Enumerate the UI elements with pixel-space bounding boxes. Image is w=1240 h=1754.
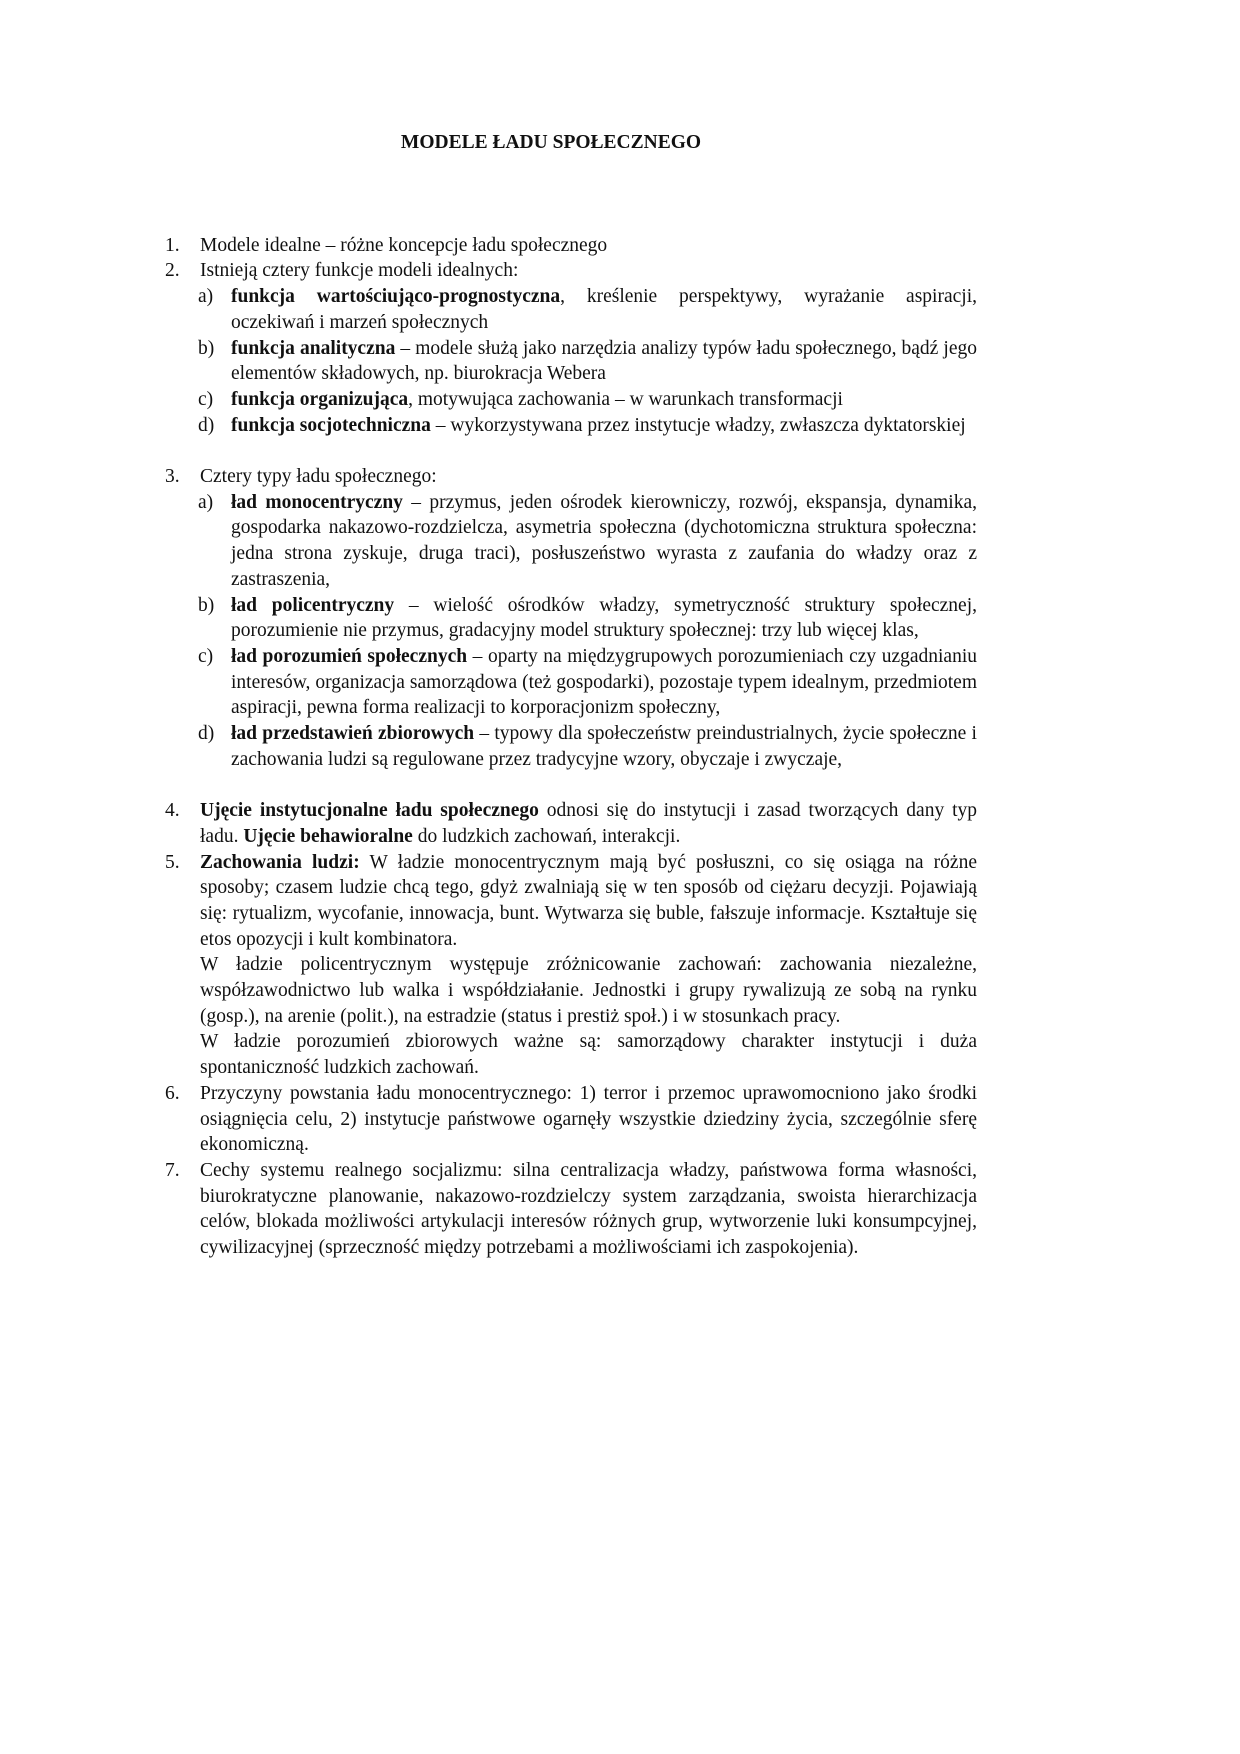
sub-text: – oparty na międzygrupowych porozumieniach czy uzgadnianiu interesów, organizacja samorządowa (też gospodarki), pozostaje typem idealnym, przedmiotem aspiracji, pewna forma realizacji to korporacjonizm społeczny, (231, 645, 978, 719)
sub-item (165, 336, 977, 387)
item-number: 6. (165, 1082, 180, 1104)
document-page (165, 130, 977, 1261)
sub-term: ład policentryczny (231, 594, 395, 616)
sub-item (165, 490, 977, 593)
sub-text: – wykorzystywana przez instytucje władzy, zwłaszcza dyktatorskiej (430, 414, 966, 436)
item-text: W ładzie monocentrycznym mają być posłuszni, co się osiąga na różne sposoby; czasem ludzie chcą tego, gdyż zwalniają się w ten sposób od ciężaru decyzji. Pojawiają się: rytualizm, wycofanie, innowacja, bunt. Wytwarza się buble, fałszuje informacje. Kształtuje się etos opozycji i kult kombinatora. (200, 851, 977, 950)
sub-letter: b) (198, 337, 215, 359)
sub-letter: a) (198, 286, 214, 308)
item-text: W ładzie policentrycznym występuje zróżnicowanie zachowań: zachowania niezależne, współzawodnictwo lub walka i współdziałanie. Jednostki i grupy rywalizują ze sobą na rynku (gosp.), na arenie (polit.), na estradzie (status i prestiż społ.) i w stosunkach pracy. (200, 954, 977, 1027)
sub-item (165, 644, 977, 721)
item-paragraph (165, 952, 977, 1029)
sub-term: funkcja analityczna (231, 337, 396, 359)
sub-letter: a) (198, 491, 214, 513)
item-text: Cztery typy ładu społecznego: (200, 466, 437, 488)
sub-letter: d) (198, 414, 215, 436)
sub-text: – modele służą jako narzędzia analizy typów ładu społecznego, bądź jego elementów składowych, np. biurokracja Webera (231, 337, 977, 385)
sub-letter: c) (198, 388, 214, 410)
sub-term: funkcja organizująca (231, 388, 409, 410)
sub-item (165, 413, 977, 439)
sub-term: ład monocentryczny (231, 491, 403, 513)
sub-text: , motywująca zachowania – w warunkach transformacji (408, 388, 843, 410)
sub-letter: d) (198, 723, 215, 745)
list-item-1 (165, 233, 977, 259)
item-text: Modele idealne – różne koncepcje ładu społecznego (200, 234, 608, 256)
list-item-5 (165, 850, 977, 953)
list-item-2 (165, 258, 977, 284)
item-text: Istnieją cztery funkcje modeli idealnych: (200, 260, 519, 282)
item-number: 2. (165, 260, 180, 282)
sub-term: ład porozumień społecznych (231, 645, 468, 667)
list-item-4 (165, 798, 977, 849)
item-text: Cechy systemu realnego socjalizmu: silna centralizacja władzy, państwowa forma własności, biurokratyczne planowanie, nakazowo-rozdzielczy system zarządzania, swoista hierarchizacja celów, blokada możliwości artykulacji interesów różnych grup, wytworzenie luki konsumpcyjnej, cywilizacyjnej (sprzeczność między potrzebami a możliwościami ich zaspokojenia). (200, 1159, 977, 1259)
blank-line (165, 438, 977, 464)
blank-line (165, 772, 977, 798)
sub-text: – wielość ośrodków władzy, symetryczność struktury społecznej, porozumienie nie przymus, gradacyjny model struktury społecznej: trzy lub więcej klas, (231, 594, 977, 642)
sub-item (165, 284, 977, 335)
document-title: MODELE ŁADU SPOŁECZNEGO (400, 132, 702, 153)
item-number: 1. (165, 234, 180, 256)
list-item-3 (165, 464, 977, 490)
sub-text: – typowy dla społeczeństw preindustrialnych, życie społeczne i zachowania ludzi są regulowane przez tradycyjne wzory, obyczaje i zwyczaje, (231, 723, 977, 770)
item-text: Przyczyny powstania ładu monocentrycznego: 1) terror i przemoc uprawomocniono jako środki osiągnięcia celu, 2) instytucje państwowe ogarnęły wszystkie dziedziny życia, szczególnie sferę ekonomiczną. (200, 1082, 977, 1156)
list-item-7 (165, 1158, 977, 1261)
item-number: 3. (165, 466, 180, 488)
item-text: W ładzie porozumień zbiorowych ważne są: samorządowy charakter instytucji i duża spontaniczność ludzkich zachowań. (200, 1031, 977, 1079)
item-term: Ujęcie behawioralne (243, 825, 413, 847)
sub-item (165, 387, 977, 413)
item-text: odnosi się do instytucji i zasad tworzących dany typ ładu. (200, 800, 977, 847)
sub-term: funkcja wartościująco-prognostyczna (231, 286, 561, 308)
sub-letter: b) (198, 594, 215, 616)
sub-item (165, 721, 977, 772)
item-term: Ujęcie instytucjonalne ładu społecznego (200, 800, 539, 822)
item-paragraph (165, 1029, 977, 1080)
item-text: do ludzkich zachowań, interakcji. (412, 825, 681, 847)
item-term: Zachowania ludzi: (200, 851, 360, 873)
sub-text: – przymus, jeden ośrodek kierowniczy, rozwój, ekspansja, dynamika, gospodarka nakazowo-rozdzielcza, asymetria społeczna (dychotomiczna struktura społeczna: jedna strona zyskuje, druga traci), posłuszeństwo wyrasta z zaufania do władzy oraz z zastraszenia, (231, 491, 977, 590)
sub-term: funkcja socjotechniczna (231, 414, 431, 436)
item-number: 7. (165, 1159, 180, 1181)
item-number: 5. (165, 851, 180, 873)
sub-item (165, 593, 977, 644)
sub-term: ład przedstawień zbiorowych (231, 723, 475, 745)
list-item-6 (165, 1081, 977, 1158)
item-number: 4. (165, 800, 180, 822)
sub-letter: c) (198, 645, 214, 667)
sub-text: , kreślenie perspektywy, wyrażanie aspiracji, oczekiwań i marzeń społecznych (231, 286, 977, 333)
